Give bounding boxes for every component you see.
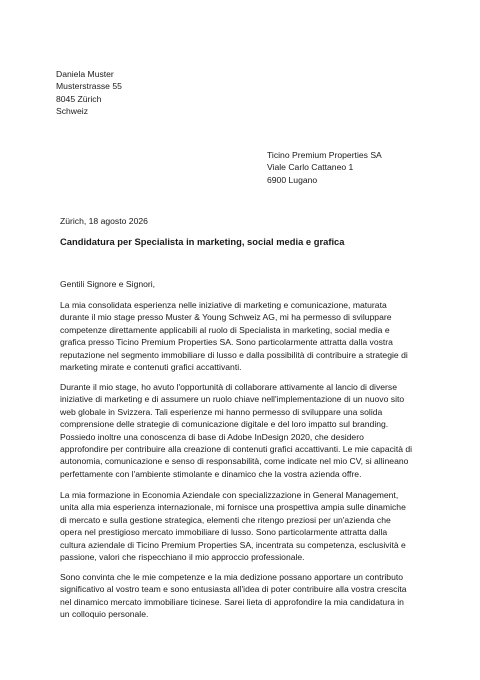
recipient-city: 6900 Lugano (267, 174, 318, 185)
paragraph-line: Durante il mio stage, ho avuto l'opportunità di collaborare attivamente al lancio di diverse (60, 382, 397, 392)
paragraph-line: unita alla mia esperienza internazionale, mi fornisce una prospettiva ampia sulle dinamiche (60, 502, 406, 513)
paragraph-line: opera nel prestigioso mercato immobiliare di lusso. Sono particolarmente attratta dalla (60, 527, 388, 538)
letter-subject: Candidatura per Specialista in marketing, social media e grafica (60, 236, 345, 247)
paragraph-line: significativo al vostro team e sono entusiasta all'idea di poter contribuire alla vostra crescita (60, 584, 407, 595)
paragraph-line: perfettamente con l'ambiente stimolante e dinamico che la vostra azienda offre. (60, 468, 362, 479)
sender-street: Musterstrasse 55 (56, 81, 122, 92)
paragraph-line: La mia formazione in Economia Aziendale con specializzazione in General Management, (60, 490, 399, 500)
sender-name: Daniela Muster (56, 69, 114, 79)
paragraph-line: grafica presso Ticino Premium Properties SA. Sono particolarmente attratta dalla vostra (60, 337, 393, 348)
paragraph-line: Sono convinta che le mie competenze e la mia dedizione possano apportare un contributo (60, 572, 404, 582)
letter-date: Zürich, 18 agosto 2026 (60, 216, 148, 226)
recipient-street: Viale Carlo Cattaneo 1 (267, 162, 354, 173)
paragraph-line: di mercato e sulla gestione strategica, elementi che ritengo preziosi per un'azienda che (60, 514, 391, 525)
paragraph-line: durante il mio stage presso Muster & Young Schweiz AG, mi ha permesso di sviluppare (60, 312, 392, 323)
recipient-company: Ticino Premium Properties SA (267, 150, 382, 160)
body-paragraph-2 (60, 381, 425, 480)
paragraph-line: un colloquio personale. (60, 609, 149, 620)
sender-country: Schweiz (56, 106, 88, 117)
body-paragraph-4 (60, 571, 425, 621)
sender-city: 8045 Zürich (56, 93, 102, 104)
paragraph-line: reputazione nel segmento immobiliare di lusso e dalla possibilità di contribuire a strategie di (60, 349, 408, 360)
paragraph-line: approfondire per contribuire alla creazione di contenuti grafici accattivanti. Le mie capacità di (60, 444, 413, 455)
paragraph-line: Possiedo inoltre una conoscenza di base di Adobe InDesign 2020, che desidero (60, 431, 364, 442)
paragraph-line: cultura aziendale di Ticino Premium Properties SA, incentrata su competenza, esclusività e (60, 539, 406, 550)
paragraph-line: web globale in Svizzera. Tali esperienze mi hanno permesso di sviluppare una solida (60, 406, 383, 417)
sender-address (56, 68, 122, 118)
paragraph-line: marketing mirate e contenuti grafici accattivanti. (60, 362, 242, 373)
recipient-address (267, 149, 382, 186)
paragraph-line: comprensione delle strategie di comunicazione digitale e del loro impatto sul branding. (60, 419, 389, 430)
paragraph-line: iniziative di marketing e di assumere un ruolo chiave nell'implementazione di un nuovo sito (60, 394, 405, 405)
paragraph-line: autonomia, comunicazione e senso di responsabilità, come indicate nel mio CV, si allineano (60, 456, 409, 467)
paragraph-line: La mia consolidata esperienza nelle iniziative di marketing e comunicazione, maturata (60, 300, 387, 310)
body-paragraph-1 (60, 299, 425, 373)
body-paragraph-3 (60, 489, 425, 563)
paragraph-line: nel dinamico mercato immobiliare ticinese. Sarei lieta di approfondire la mia candidatura in (60, 596, 404, 607)
letter-greeting: Gentili Signore e Signori, (60, 279, 156, 289)
paragraph-line: passione, valori che rispecchiano il mio approccio professionale. (60, 552, 305, 563)
paragraph-line: competenze direttamente applicabili al ruolo di Specialista in marketing, social media e (60, 324, 390, 335)
